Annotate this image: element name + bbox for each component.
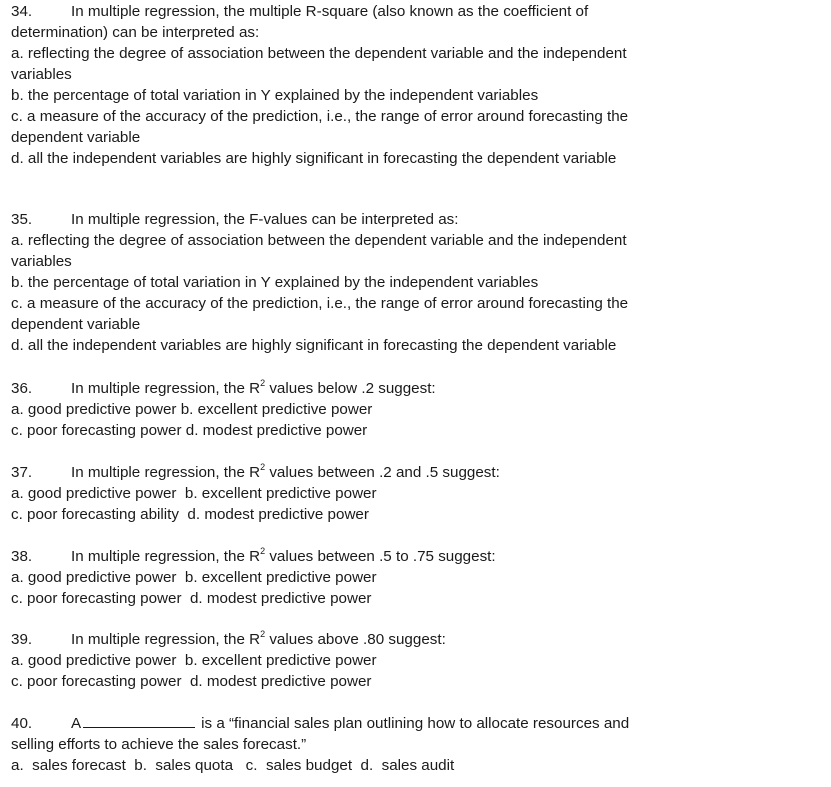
- option-b: b. the percentage of total variation in Y explained by the independent variables: [11, 274, 539, 291]
- options-all: a. sales forecast b. sales quota c. sales budget d. sales audit: [11, 757, 455, 774]
- options-a-b: a. good predictive power b. excellent predictive power: [11, 652, 377, 669]
- stem-text: In multiple regression, the F-values can be interpreted as:: [71, 211, 459, 228]
- question-37: [11, 462, 823, 525]
- options-c-d: c. poor forecasting power d. modest predictive power: [11, 422, 368, 439]
- question-sheet: [11, 0, 823, 787]
- stem-text-post: values between .2 and .5 suggest:: [265, 464, 500, 481]
- stem-text-pre: In multiple regression, the R: [71, 464, 261, 481]
- option-a-continuation: variables: [11, 66, 72, 83]
- option-c-continuation: dependent variable: [11, 316, 141, 333]
- question-number: 36.: [11, 380, 33, 397]
- question-stem: [11, 209, 823, 230]
- question-39: [11, 629, 823, 692]
- option-a: a. reflecting the degree of association between the dependent variable and the independent: [11, 45, 627, 62]
- option-c: c. a measure of the accuracy of the prediction, i.e., the range of error around forecasting the: [11, 108, 629, 125]
- option-a: a. reflecting the degree of association between the dependent variable and the independent: [11, 232, 627, 249]
- stem-text-post: values above .80 suggest:: [265, 631, 446, 648]
- option-a-continuation: variables: [11, 253, 72, 270]
- question-number: 38.: [11, 548, 33, 565]
- stem-text-pre: In multiple regression, the R: [71, 380, 261, 397]
- superscript: 2: [260, 628, 266, 639]
- stem-continuation: selling efforts to achieve the sales forecast.”: [11, 736, 307, 753]
- option-c-continuation: dependent variable: [11, 129, 141, 146]
- options-c-d: c. poor forecasting power d. modest predictive power: [11, 673, 372, 690]
- option-d: d. all the independent variables are highly significant in forecasting the dependent variable: [11, 337, 617, 354]
- question-number: 35.: [11, 211, 33, 228]
- stem-continuation: determination) can be interpreted as:: [11, 24, 260, 41]
- question-38: [11, 546, 823, 609]
- options-a-b: a. good predictive power b. excellent predictive power: [11, 569, 377, 586]
- option-d: d. all the independent variables are highly significant in forecasting the dependent variable: [11, 150, 617, 167]
- option-c: c. a measure of the accuracy of the prediction, i.e., the range of error around forecasting the: [11, 295, 629, 312]
- question-40: [11, 713, 823, 776]
- question-35: [11, 209, 823, 356]
- question-stem: [11, 713, 823, 734]
- options-c-d: c. poor forecasting ability d. modest predictive power: [11, 506, 369, 523]
- question-stem: [11, 629, 823, 650]
- stem-text-pre: In multiple regression, the R: [71, 631, 261, 648]
- stem-text-post: values below .2 suggest:: [265, 380, 436, 397]
- superscript: 2: [260, 545, 266, 556]
- stem-text-post: is a “financial sales plan outlining how to allocate resources and: [201, 715, 630, 732]
- question-stem: [11, 378, 823, 399]
- question-stem: [11, 546, 823, 567]
- question-number: 40.: [11, 715, 33, 732]
- options-c-d: c. poor forecasting power d. modest predictive power: [11, 590, 372, 607]
- options-a-b: a. good predictive power b. excellent predictive power: [11, 485, 377, 502]
- options-a-b: a. good predictive power b. excellent predictive power: [11, 401, 373, 418]
- question-number: 39.: [11, 631, 33, 648]
- stem-text-pre: A: [71, 715, 82, 732]
- stem-text: In multiple regression, the multiple R-square (also known as the coefficient of: [71, 3, 589, 20]
- question-number: 34.: [11, 3, 33, 20]
- superscript: 2: [260, 461, 266, 472]
- question-36: [11, 378, 823, 441]
- fill-in-blank[interactable]: [83, 713, 195, 728]
- superscript: 2: [260, 377, 266, 388]
- stem-text-post: values between .5 to .75 suggest:: [265, 548, 496, 565]
- question-stem: [11, 462, 823, 483]
- question-34: [11, 1, 823, 169]
- stem-text-pre: In multiple regression, the R: [71, 548, 261, 565]
- question-stem: [11, 1, 823, 22]
- option-b: b. the percentage of total variation in Y explained by the independent variables: [11, 87, 539, 104]
- question-number: 37.: [11, 464, 33, 481]
